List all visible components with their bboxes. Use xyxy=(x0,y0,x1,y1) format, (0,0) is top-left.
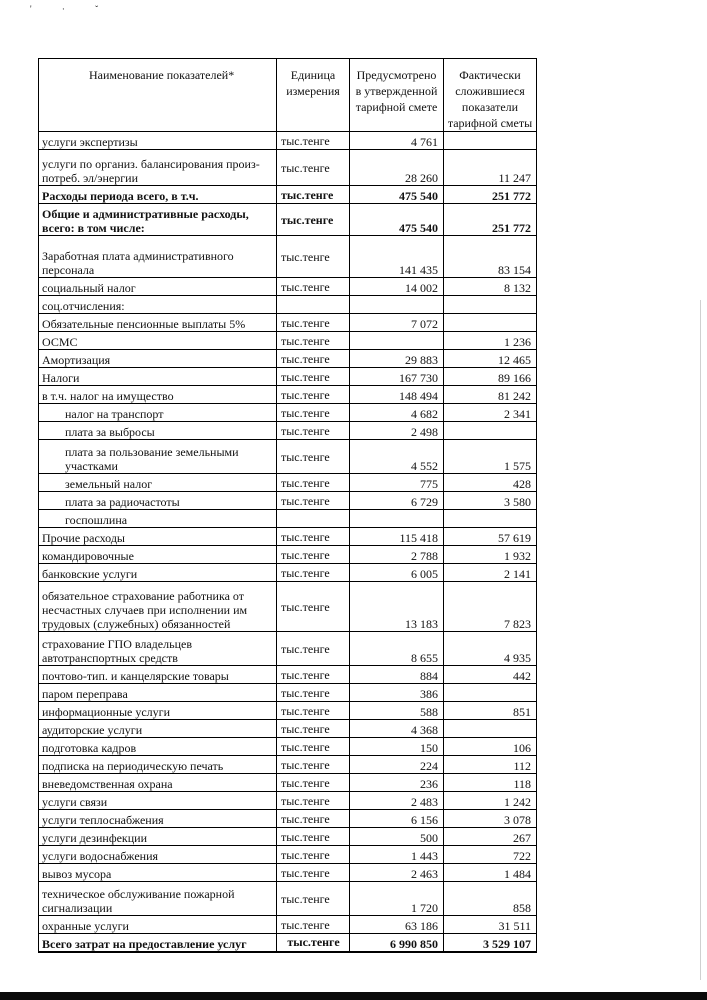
table-row xyxy=(39,296,537,314)
row-actual xyxy=(444,422,537,440)
row-actual: 112 xyxy=(444,756,537,774)
row-unit: тыс.тенге xyxy=(277,916,350,934)
row-unit: тыс.тенге xyxy=(277,684,350,702)
row-unit xyxy=(277,296,350,314)
row-unit: тыс.тенге xyxy=(277,332,350,350)
row-actual: 428 xyxy=(444,474,537,492)
row-unit: тыс.тенге xyxy=(277,404,350,422)
row-planned: 2 483 xyxy=(350,792,444,810)
table-row xyxy=(39,440,537,474)
row-planned: 4 552 xyxy=(350,440,444,474)
row-actual: 251 772 xyxy=(444,186,537,204)
row-name: Прочие расходы xyxy=(39,528,277,546)
row-planned: 13 183 xyxy=(350,582,444,632)
row-name: вывоз мусора xyxy=(39,864,277,882)
table-row xyxy=(39,492,537,510)
row-actual: 4 935 xyxy=(444,632,537,666)
table-row xyxy=(39,632,537,666)
row-planned: 236 xyxy=(350,774,444,792)
row-name: Амортизация xyxy=(39,350,277,368)
row-unit: тыс.тенге xyxy=(277,582,350,632)
row-name: госпошлина xyxy=(39,510,277,528)
table-row xyxy=(39,846,537,864)
row-name: информационные услуги xyxy=(39,702,277,720)
row-actual: 89 166 xyxy=(444,368,537,386)
row-unit: тыс.тенге xyxy=(277,350,350,368)
row-planned: 6 729 xyxy=(350,492,444,510)
row-planned: 6 990 850 xyxy=(350,934,444,952)
row-unit: тыс.тенге xyxy=(277,756,350,774)
row-actual: 722 xyxy=(444,846,537,864)
table-row xyxy=(39,882,537,916)
row-unit: тыс.тенге xyxy=(277,810,350,828)
scan-bottom-border xyxy=(0,992,707,1000)
row-name: услуги теплоснабжения xyxy=(39,810,277,828)
row-actual: 8 132 xyxy=(444,278,537,296)
row-planned: 8 655 xyxy=(350,632,444,666)
row-name: охранные услуги xyxy=(39,916,277,934)
row-name: налог на транспорт xyxy=(39,404,277,422)
table-row xyxy=(39,422,537,440)
row-planned: 588 xyxy=(350,702,444,720)
row-actual: 3 078 xyxy=(444,810,537,828)
row-unit: тыс.тенге xyxy=(277,236,350,278)
row-name: паром переправа xyxy=(39,684,277,702)
row-unit: тыс.тенге xyxy=(277,528,350,546)
row-planned: 4 368 xyxy=(350,720,444,738)
row-planned: 14 002 xyxy=(350,278,444,296)
row-name: Общие и административные расходы, всего: в том числе: xyxy=(39,204,277,236)
table-row xyxy=(39,720,537,738)
row-actual xyxy=(444,720,537,738)
header-name: Наименование показателей* xyxy=(39,59,277,132)
row-unit: тыс.тенге xyxy=(277,278,350,296)
table-row xyxy=(39,236,537,278)
table-row xyxy=(39,132,537,150)
row-name: в т.ч. налог на имущество xyxy=(39,386,277,404)
row-unit: тыс.тенге xyxy=(277,738,350,756)
table-row xyxy=(39,368,537,386)
table-row xyxy=(39,756,537,774)
row-name: Обязательные пенсионные выплаты 5% xyxy=(39,314,277,332)
table-header-row xyxy=(39,59,537,132)
row-planned: 7 072 xyxy=(350,314,444,332)
header-unit: Единица измерения xyxy=(277,59,350,132)
row-name: услуги по организ. балансирования произ-потреб. эл/энергии xyxy=(39,150,277,186)
table-row xyxy=(39,810,537,828)
row-planned: 4 761 xyxy=(350,132,444,150)
row-actual: 11 247 xyxy=(444,150,537,186)
table-row xyxy=(39,934,537,952)
row-actual: 251 772 xyxy=(444,204,537,236)
row-unit: тыс.тенге xyxy=(277,440,350,474)
row-unit: тыс.тенге xyxy=(277,828,350,846)
table-row xyxy=(39,916,537,934)
row-unit: тыс.тенге xyxy=(277,792,350,810)
row-actual: 1 484 xyxy=(444,864,537,882)
header-planned: Предусмотрено в утвержденной тарифной смете xyxy=(350,59,444,132)
row-planned: 775 xyxy=(350,474,444,492)
row-name: услуги водоснабжения xyxy=(39,846,277,864)
row-planned: 167 730 xyxy=(350,368,444,386)
row-actual xyxy=(444,296,537,314)
table-row xyxy=(39,528,537,546)
tariff-table xyxy=(38,58,537,953)
table-row xyxy=(39,864,537,882)
row-name: земельный налог xyxy=(39,474,277,492)
row-unit: тыс.тенге xyxy=(277,492,350,510)
row-name: Заработная плата административного персонала xyxy=(39,236,277,278)
row-planned: 148 494 xyxy=(350,386,444,404)
row-name: командировочные xyxy=(39,546,277,564)
row-actual: 12 465 xyxy=(444,350,537,368)
row-unit: тыс.тенге xyxy=(277,702,350,720)
row-name: плата за пользование земельными участками xyxy=(39,440,277,474)
row-name: страхование ГПО владельцев автотранспортных средств xyxy=(39,632,277,666)
scan-marks: ' · ˇ xyxy=(30,4,113,14)
row-actual xyxy=(444,314,537,332)
row-name: услуги связи xyxy=(39,792,277,810)
row-actual: 106 xyxy=(444,738,537,756)
row-name: банковские услуги xyxy=(39,564,277,582)
table-row xyxy=(39,186,537,204)
table-row xyxy=(39,150,537,186)
row-unit: тыс.тенге xyxy=(277,204,350,236)
row-planned: 6 156 xyxy=(350,810,444,828)
row-planned xyxy=(350,510,444,528)
row-unit: тыс.тенге xyxy=(277,564,350,582)
row-planned: 2 788 xyxy=(350,546,444,564)
row-planned: 224 xyxy=(350,756,444,774)
table-row xyxy=(39,350,537,368)
row-planned: 28 260 xyxy=(350,150,444,186)
row-name: услуги экспертизы xyxy=(39,132,277,150)
row-actual xyxy=(444,510,537,528)
row-planned xyxy=(350,332,444,350)
row-name: вневедомственная охрана xyxy=(39,774,277,792)
row-planned: 63 186 xyxy=(350,916,444,934)
table-row xyxy=(39,474,537,492)
row-unit: тыс.тенге xyxy=(277,368,350,386)
table-row xyxy=(39,774,537,792)
row-name: аудиторские услуги xyxy=(39,720,277,738)
table-row xyxy=(39,792,537,810)
row-name: подготовка кадров xyxy=(39,738,277,756)
row-actual: 851 xyxy=(444,702,537,720)
row-unit: тыс.тенге xyxy=(277,864,350,882)
row-planned: 115 418 xyxy=(350,528,444,546)
row-unit: тыс.тенге xyxy=(277,314,350,332)
row-planned: 500 xyxy=(350,828,444,846)
row-name: Расходы периода всего, в т.ч. xyxy=(39,186,277,204)
row-actual: 7 823 xyxy=(444,582,537,632)
row-planned: 475 540 xyxy=(350,186,444,204)
row-actual: 118 xyxy=(444,774,537,792)
table-row xyxy=(39,684,537,702)
row-unit: тыс.тенге xyxy=(277,150,350,186)
table-row xyxy=(39,314,537,332)
header-actual: Фактически сложившиеся показатели тарифной сметы xyxy=(444,59,537,132)
table-row xyxy=(39,564,537,582)
row-unit: тыс.тенге xyxy=(277,882,350,916)
row-unit: тыс.тенге xyxy=(277,774,350,792)
row-planned: 884 xyxy=(350,666,444,684)
row-name: обязательное страхование работника от несчастных случаев при исполнении им трудовых (служебных) обязанностей xyxy=(39,582,277,632)
row-planned: 1 720 xyxy=(350,882,444,916)
row-name: Всего затрат на предоставление услуг xyxy=(39,934,277,952)
row-planned: 141 435 xyxy=(350,236,444,278)
row-planned: 475 540 xyxy=(350,204,444,236)
row-unit xyxy=(277,510,350,528)
row-actual: 31 511 xyxy=(444,916,537,934)
row-unit: тыс.тенге xyxy=(277,474,350,492)
table-row xyxy=(39,278,537,296)
row-unit: тыс.тенге xyxy=(277,666,350,684)
table-row xyxy=(39,828,537,846)
table-row xyxy=(39,702,537,720)
row-actual: 1 236 xyxy=(444,332,537,350)
table-row xyxy=(39,738,537,756)
row-name: услуги дезинфекции xyxy=(39,828,277,846)
table-row xyxy=(39,204,537,236)
row-unit: тыс.тенге xyxy=(277,422,350,440)
row-unit: тыс.тенге xyxy=(277,934,350,952)
row-actual: 57 619 xyxy=(444,528,537,546)
row-actual: 1 242 xyxy=(444,792,537,810)
row-planned: 2 463 xyxy=(350,864,444,882)
scan-edge-line xyxy=(700,300,701,980)
row-actual: 2 341 xyxy=(444,404,537,422)
row-actual: 3 529 107 xyxy=(444,934,537,952)
row-actual xyxy=(444,132,537,150)
row-unit: тыс.тенге xyxy=(277,546,350,564)
row-name: почтово-тип. и канцелярские товары xyxy=(39,666,277,684)
table-row xyxy=(39,510,537,528)
row-unit: тыс.тенге xyxy=(277,632,350,666)
table-row xyxy=(39,386,537,404)
row-name: плата за выбросы xyxy=(39,422,277,440)
row-actual: 81 242 xyxy=(444,386,537,404)
row-actual: 858 xyxy=(444,882,537,916)
row-planned: 2 498 xyxy=(350,422,444,440)
row-name: техническое обслуживание пожарной сигнализации xyxy=(39,882,277,916)
row-planned: 1 443 xyxy=(350,846,444,864)
row-name: подписка на периодическую печать xyxy=(39,756,277,774)
row-planned: 386 xyxy=(350,684,444,702)
row-unit: тыс.тенге xyxy=(277,186,350,204)
row-unit: тыс.тенге xyxy=(277,846,350,864)
table-body xyxy=(39,132,537,952)
row-actual xyxy=(444,684,537,702)
row-planned xyxy=(350,296,444,314)
row-actual: 1 575 xyxy=(444,440,537,474)
row-actual: 442 xyxy=(444,666,537,684)
row-planned: 4 682 xyxy=(350,404,444,422)
table-row xyxy=(39,666,537,684)
row-actual: 267 xyxy=(444,828,537,846)
row-actual: 3 580 xyxy=(444,492,537,510)
table-row xyxy=(39,582,537,632)
row-name: плата за радиочастоты xyxy=(39,492,277,510)
row-actual: 83 154 xyxy=(444,236,537,278)
row-name: ОСМС xyxy=(39,332,277,350)
row-unit: тыс.тенге xyxy=(277,386,350,404)
row-name: соц.отчисления: xyxy=(39,296,277,314)
table-row xyxy=(39,332,537,350)
row-planned: 6 005 xyxy=(350,564,444,582)
row-unit: тыс.тенге xyxy=(277,132,350,150)
row-actual: 2 141 xyxy=(444,564,537,582)
row-planned: 150 xyxy=(350,738,444,756)
row-actual: 1 932 xyxy=(444,546,537,564)
row-name: Налоги xyxy=(39,368,277,386)
table-row xyxy=(39,546,537,564)
table-row xyxy=(39,404,537,422)
row-unit: тыс.тенге xyxy=(277,720,350,738)
row-planned: 29 883 xyxy=(350,350,444,368)
row-name: социальный налог xyxy=(39,278,277,296)
